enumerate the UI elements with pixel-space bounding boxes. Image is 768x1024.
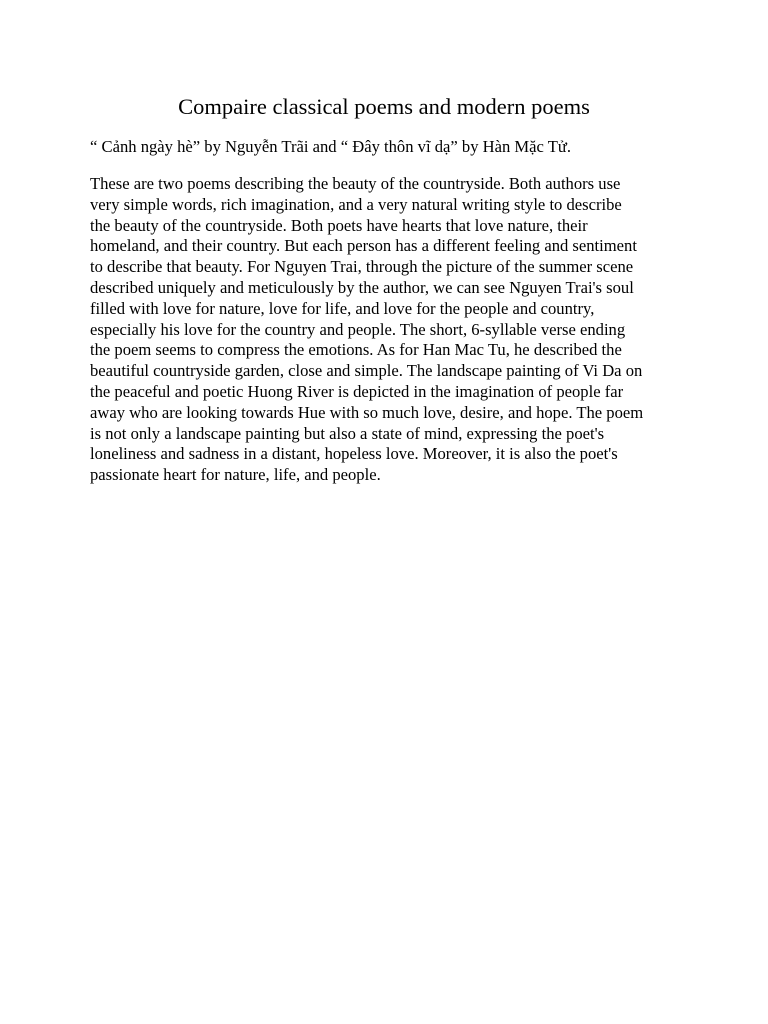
body-line: especially his love for the country and people. The short, 6-syllable verse ending [90, 319, 626, 339]
body-line: These are two poems describing the beauty of the countryside. Both authors use [90, 174, 621, 193]
body-line: is not only a landscape painting but also a state of mind, expressing the poet's [90, 423, 605, 443]
body-line: the poem seems to compress the emotions. As for Han Mac Tu, he described the [90, 340, 622, 360]
document-title: Compaire classical poems and modern poems [178, 94, 590, 119]
body-line: very simple words, rich imagination, and a very natural writing style to describe [90, 194, 622, 214]
body-line: described uniquely and meticulously by the author, we can see Nguyen Trai's soul [90, 277, 634, 297]
body-line: filled with love for nature, love for life, and love for the people and country, [90, 298, 595, 318]
body-line: the peaceful and poetic Huong River is depicted in the imagination of people far [90, 381, 624, 401]
body-paragraph [90, 174, 690, 486]
body-line: beautiful countryside garden, close and simple. The landscape painting of Vi Da on [90, 361, 643, 381]
body-line: passionate heart for nature, life, and people. [90, 465, 381, 485]
body-line: to describe that beauty. For Nguyen Trai, through the picture of the summer scene [90, 257, 634, 277]
document-subtitle: “ Cảnh ngày hè” by Nguyễn Trãi and “ Đây thôn vĩ dạ” by Hàn Mặc Tử. [90, 137, 572, 156]
body-line: away who are looking towards Hue with so much love, desire, and hope. The poem [90, 402, 644, 422]
body-line: loneliness and sadness in a distant, hopeless love. Moreover, it is also the poet's [90, 444, 618, 464]
body-line: the beauty of the countryside. Both poets have hearts that love nature, their [90, 215, 588, 235]
body-line: homeland, and their country. But each person has a different feeling and sentiment [90, 236, 637, 256]
